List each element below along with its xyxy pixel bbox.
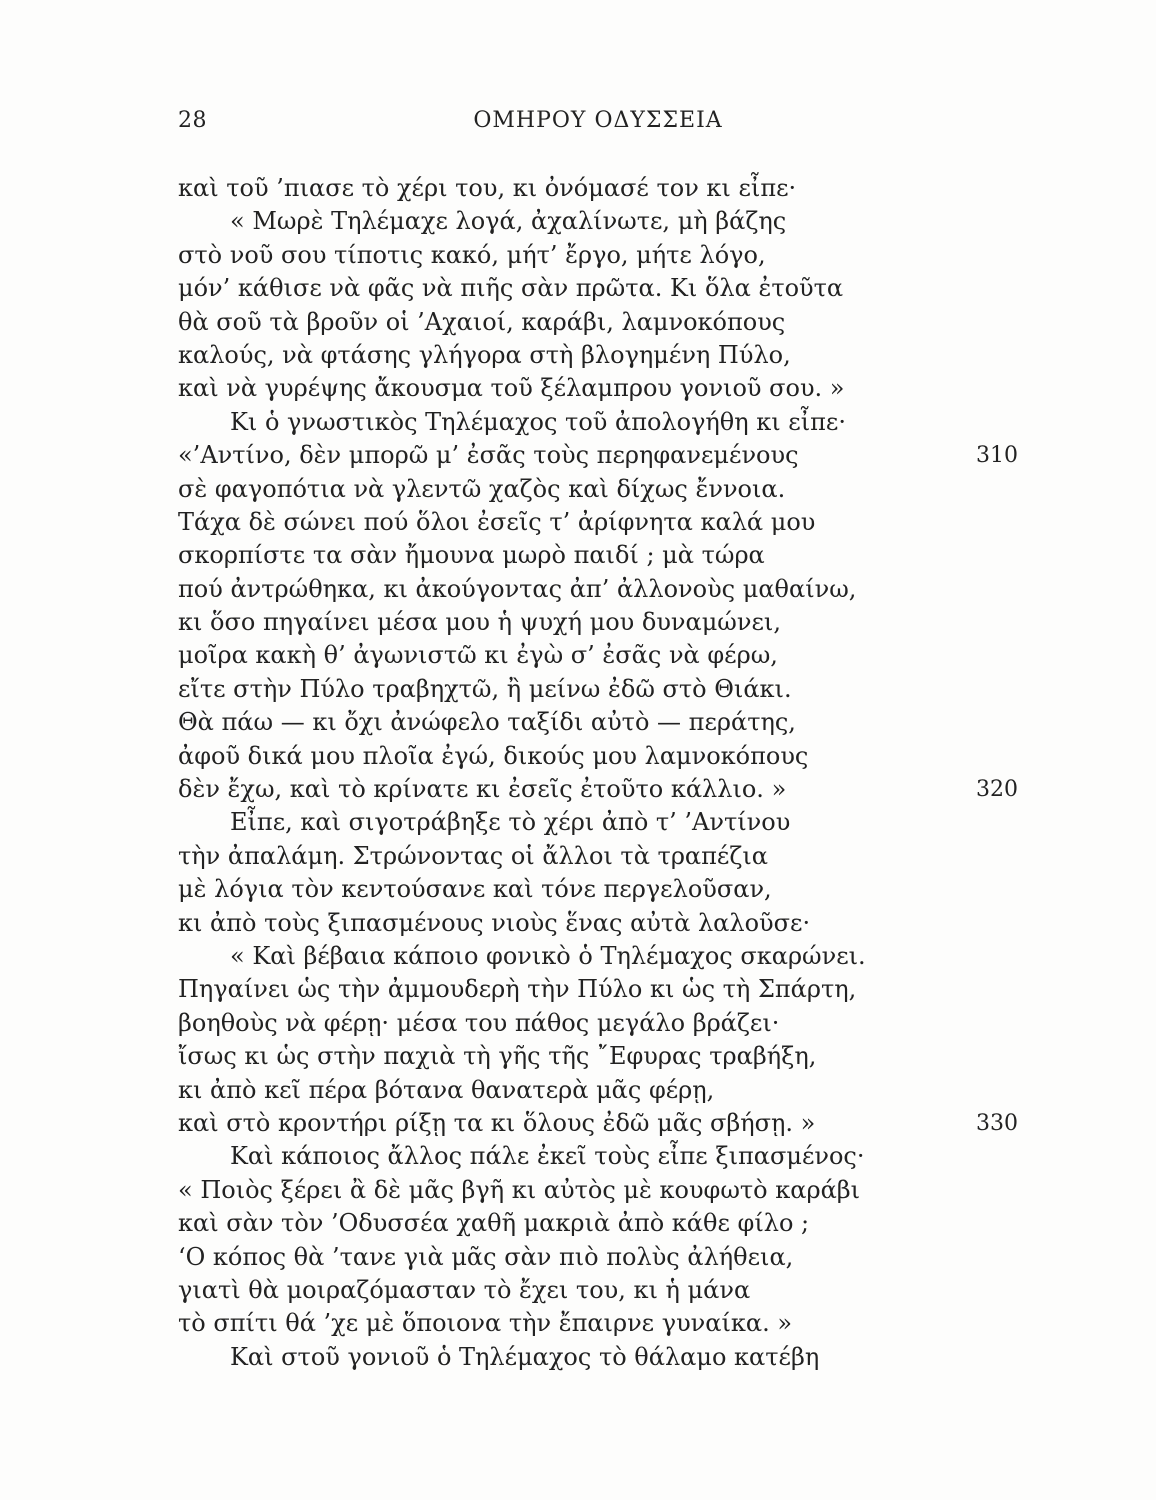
verse-line xyxy=(178,573,1018,606)
verse-line xyxy=(178,473,1018,506)
verse-text: Καὶ κάποιος ἄλλος πάλε ἐκεῖ τοὺς εἶπε ξιπασμένος· xyxy=(230,1142,865,1171)
verse-line xyxy=(178,639,1018,672)
verse-line xyxy=(178,1007,1018,1040)
verse-text: σὲ φαγοπότια νὰ γλεντῶ χαζὸς καὶ δίχως ἔννοια. xyxy=(178,474,786,503)
verse-line xyxy=(178,673,1018,706)
verse-line xyxy=(178,306,1018,339)
verse-text: « Μωρὲ Τηλέμαχε λογά, ἀχαλίνωτε, μὴ βάζης xyxy=(230,207,787,236)
verse-text: καὶ τοῦ ’πιασε τὸ χέρι του, κι ὀνόμασέ τον κι εἶπε· xyxy=(178,174,797,202)
verse-line xyxy=(178,773,1018,806)
verse-text: καὶ σὰν τὸν ’Οδυσσέα χαθῆ μακριὰ ἀπὸ κάθε φίλο ; xyxy=(178,1209,810,1238)
verse-text: Τάχα δὲ σώνει πού ὅλοι ἐσεῖς τ’ ἀρίφνητα καλά μου xyxy=(178,507,816,536)
verse-text: καλούς, νὰ φτάσης γλήγορα στὴ βλογημένη Πύλο, xyxy=(178,340,791,369)
verse-text: κι ἀπὸ κεῖ πέρα βότανα θανατερὰ μᾶς φέρῃ, xyxy=(178,1075,715,1104)
verse-line xyxy=(178,1174,1018,1207)
verse-text: Κι ὁ γνωστικὸς Τηλέμαχος τοῦ ἀπολογήθη κι εἶπε· xyxy=(230,407,846,436)
verse-line xyxy=(178,1207,1018,1240)
verse-text: δὲν ἔχω, καὶ τὸ κρίνατε κι ἐσεῖς ἐτοῦτο κάλλιο. » xyxy=(178,775,787,804)
verse-text: θὰ σοῦ τὰ βροῦν οἱ ’Αχαιοί, καράβι, λαμνοκόπους xyxy=(178,307,786,336)
verse-line xyxy=(178,973,1018,1006)
line-number: 320 xyxy=(976,777,1018,803)
verse-line xyxy=(178,1241,1018,1274)
verse-text: ἴσως κι ὡς στὴν παχιὰ τὴ γῆς τῆς ῎Εφυρας τραβήξη, xyxy=(178,1042,817,1071)
verse-line xyxy=(178,706,1018,739)
verse-line xyxy=(178,873,1018,906)
verse-line xyxy=(178,439,1018,472)
verse-line xyxy=(178,406,1018,439)
verse-line xyxy=(178,1040,1018,1073)
verse-line xyxy=(178,339,1018,372)
verse-line xyxy=(178,506,1018,539)
verse-line xyxy=(178,1307,1018,1340)
verse-line xyxy=(178,1274,1018,1307)
verse-text: μὲ λόγια τὸν κεντούσανε καὶ τόνε περγελοῦσαν, xyxy=(178,875,772,904)
verse-text: κι ἀπὸ τοὺς ξιπασμένους νιοὺς ἕνας αὐτὰ λαλοῦσε· xyxy=(178,908,811,937)
verse-text: ἀφοῦ δικά μου πλοῖα ἐγώ, δικούς μου λαμνοκόπους xyxy=(178,741,809,770)
verse-text: εἴτε στὴν Πύλο τραβηχτῶ, ἢ μείνω ἐδῶ στὸ Θιάκι. xyxy=(178,674,792,703)
verse-text: μοῖρα κακὴ θ’ ἀγωνιστῶ κι ἐγὼ σ’ ἐσᾶς νὰ φέρω, xyxy=(178,641,778,670)
verse-text: τὴν ἀπαλάμη. Στρώνοντας οἱ ἄλλοι τὰ τραπέζια xyxy=(178,841,768,870)
verse-line xyxy=(178,239,1018,272)
verse-line xyxy=(178,1140,1018,1173)
verse-line xyxy=(178,1107,1018,1140)
verse-line xyxy=(178,1074,1018,1107)
verse-text: « Ποιὸς ξέρει ἂ δὲ μᾶς βγῆ κι αὐτὸς μὲ κουφωτὸ καράβι xyxy=(178,1175,861,1204)
verse-line xyxy=(178,172,1018,205)
page-header xyxy=(178,108,1018,142)
verse-line xyxy=(178,840,1018,873)
verse-line xyxy=(178,907,1018,940)
verse-line xyxy=(178,606,1018,639)
verse-line xyxy=(178,272,1018,305)
verse-text: τὸ σπίτι θά ’χε μὲ ὅποιονα τὴν ἔπαιρνε γυναίκα. » xyxy=(178,1309,793,1338)
verse-text: στὸ νοῦ σου τίποτις κακό, μήτ’ ἔργο, μήτε λόγο, xyxy=(178,240,766,269)
verse-text: βοηθοὺς νὰ φέρῃ· μέσα του πάθος μεγάλο βράζει· xyxy=(178,1008,780,1037)
verse-text: καὶ στὸ κροντήρι ρίξῃ τα κι ὅλους ἐδῶ μᾶς σβήσῃ. » xyxy=(178,1108,816,1137)
verse-text: « Καὶ βέβαια κάποιο φονικὸ ὁ Τηλέμαχος σκαρώνει. xyxy=(230,941,866,970)
verse-text: ‘Ο κόπος θὰ ’τανε γιὰ μᾶς σὰν πιὸ πολὺς ἀλήθεια, xyxy=(178,1242,794,1271)
verse-text: «’Αντίνο, δὲν μπορῶ μ’ ἐσᾶς τοὺς περηφανεμένους xyxy=(178,441,799,470)
verse-text: σκορπίστε τα σὰν ἤμουνα μωρὸ παιδί ; μὰ τώρα xyxy=(178,541,765,570)
verse-text: πού ἀντρώθηκα, κι ἀκούγοντας ἀπ’ ἀλλονοὺς μαθαίνω, xyxy=(178,574,857,603)
verse-line xyxy=(178,740,1018,773)
verse-text: γιατὶ θὰ μοιραζόμασταν τὸ ἔχει του, κι ἡ μάνα xyxy=(178,1275,751,1304)
verse-line xyxy=(178,372,1018,405)
verse-text: καὶ νὰ γυρέψης ἄκουσμα τοῦ ξέλαμπρου γονιοῦ σου. » xyxy=(178,374,845,403)
verse-line xyxy=(178,940,1018,973)
line-number: 330 xyxy=(976,1110,1018,1136)
line-number: 310 xyxy=(976,443,1018,469)
poem-text xyxy=(178,172,1018,1374)
verse-text: Θὰ πάω — κι ὄχι ἀνώφελο ταξίδι αὐτὸ — περάτης, xyxy=(178,708,796,737)
running-title: ΟΜΗΡΟΥ ΟΔΥΣΣΕΙΑ xyxy=(473,108,723,133)
verse-text: Εἶπε, καὶ σιγοτράβηξε τὸ χέρι ἀπὸ τ’ ’Αντίνου xyxy=(230,808,791,837)
verse-line xyxy=(178,806,1018,839)
verse-line xyxy=(178,1341,1018,1374)
verse-line xyxy=(178,205,1018,238)
verse-text: Καὶ στοῦ γονιοῦ ὁ Τηλέμαχος τὸ θάλαμο κατέβη xyxy=(230,1342,820,1371)
verse-text: κι ὅσο πηγαίνει μέσα μου ἡ ψυχή μου δυναμώνει, xyxy=(178,608,781,637)
verse-line xyxy=(178,539,1018,572)
verse-text: Πηγαίνει ὡς τὴν ἀμμουδερὴ τὴν Πύλο κι ὡς τὴ Σπάρτη, xyxy=(178,975,857,1004)
verse-text: μόν’ κάθισε νὰ φᾶς νὰ πιῆς σὰν πρῶτα. Κι ὅλα ἐτοῦτα xyxy=(178,274,844,303)
page-number: 28 xyxy=(178,108,207,133)
